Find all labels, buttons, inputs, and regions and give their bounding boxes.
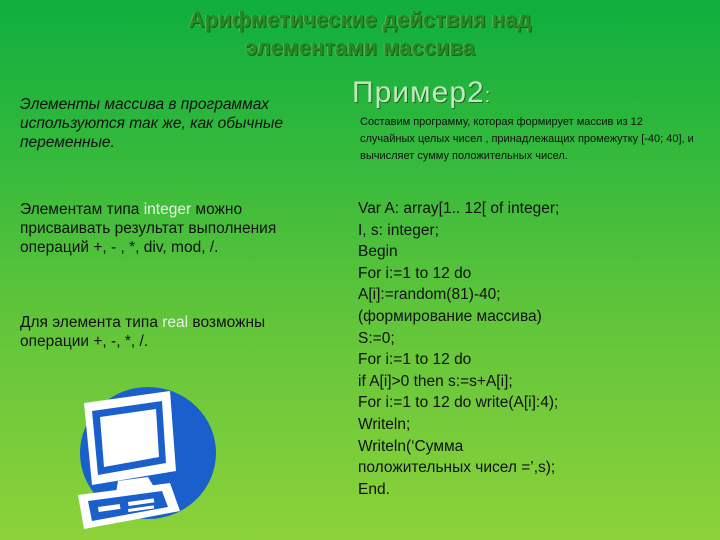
example-heading-colon: : xyxy=(484,85,492,107)
code-line: A[i]:=random(81)-40; xyxy=(358,286,501,304)
code-line: For i:=1 to 12 do xyxy=(358,264,472,282)
code-line: Begin xyxy=(358,243,398,261)
code-line: For i:=1 to 12 do xyxy=(358,351,472,369)
code-line: Var A: array[1.. 12[ of integer; xyxy=(358,200,560,217)
integer-type-keyword: integer xyxy=(143,201,192,218)
code-line: For i:=1 to 12 do write(A[i]:4); xyxy=(358,394,559,412)
code-line: (формирование массива) xyxy=(358,307,542,325)
code-line: положительных чисел =’,s); xyxy=(358,459,556,477)
real-ops-text-end: возможны операции +, -, *, /. xyxy=(20,314,266,350)
example-description: Составим программу, которая формирует массив из 12 случайных целых чисел , принадлежащих промежутку [-40; 40], и вычисляет сумму положительных чисел. xyxy=(360,116,694,162)
slide-title-line2: элементами массива xyxy=(245,35,475,60)
real-ops-text-start: Для элемента типа xyxy=(20,314,163,331)
real-type-keyword: real xyxy=(162,314,189,331)
slide-title xyxy=(0,6,720,62)
code-line: Writeln; xyxy=(358,415,411,433)
integer-ops-text-start: Элементам типа xyxy=(20,201,144,218)
example-heading xyxy=(352,76,491,110)
code-line: End. xyxy=(358,480,390,498)
paragraph-usage: Элементы массива в программах используются так же, как обычные переменные. xyxy=(20,96,284,151)
integer-ops-text-end: можно присваивать результат выполнения операций +, - , *, div, mod, /. xyxy=(20,201,277,256)
code-listing xyxy=(358,198,708,500)
computer-icon xyxy=(58,383,218,533)
example-heading-text: Пример2 xyxy=(352,76,485,109)
code-line: Writeln(‘Сумма xyxy=(358,437,464,455)
code-line: if A[i]>0 then s:=s+A[i]; xyxy=(358,372,513,390)
slide-title-line1: Арифметические действия над xyxy=(188,7,532,32)
paragraph-integer-ops xyxy=(20,200,330,257)
code-line: I, s: integer; xyxy=(358,221,439,239)
paragraph-real-ops xyxy=(20,313,330,351)
code-line: S:=0; xyxy=(358,329,395,347)
